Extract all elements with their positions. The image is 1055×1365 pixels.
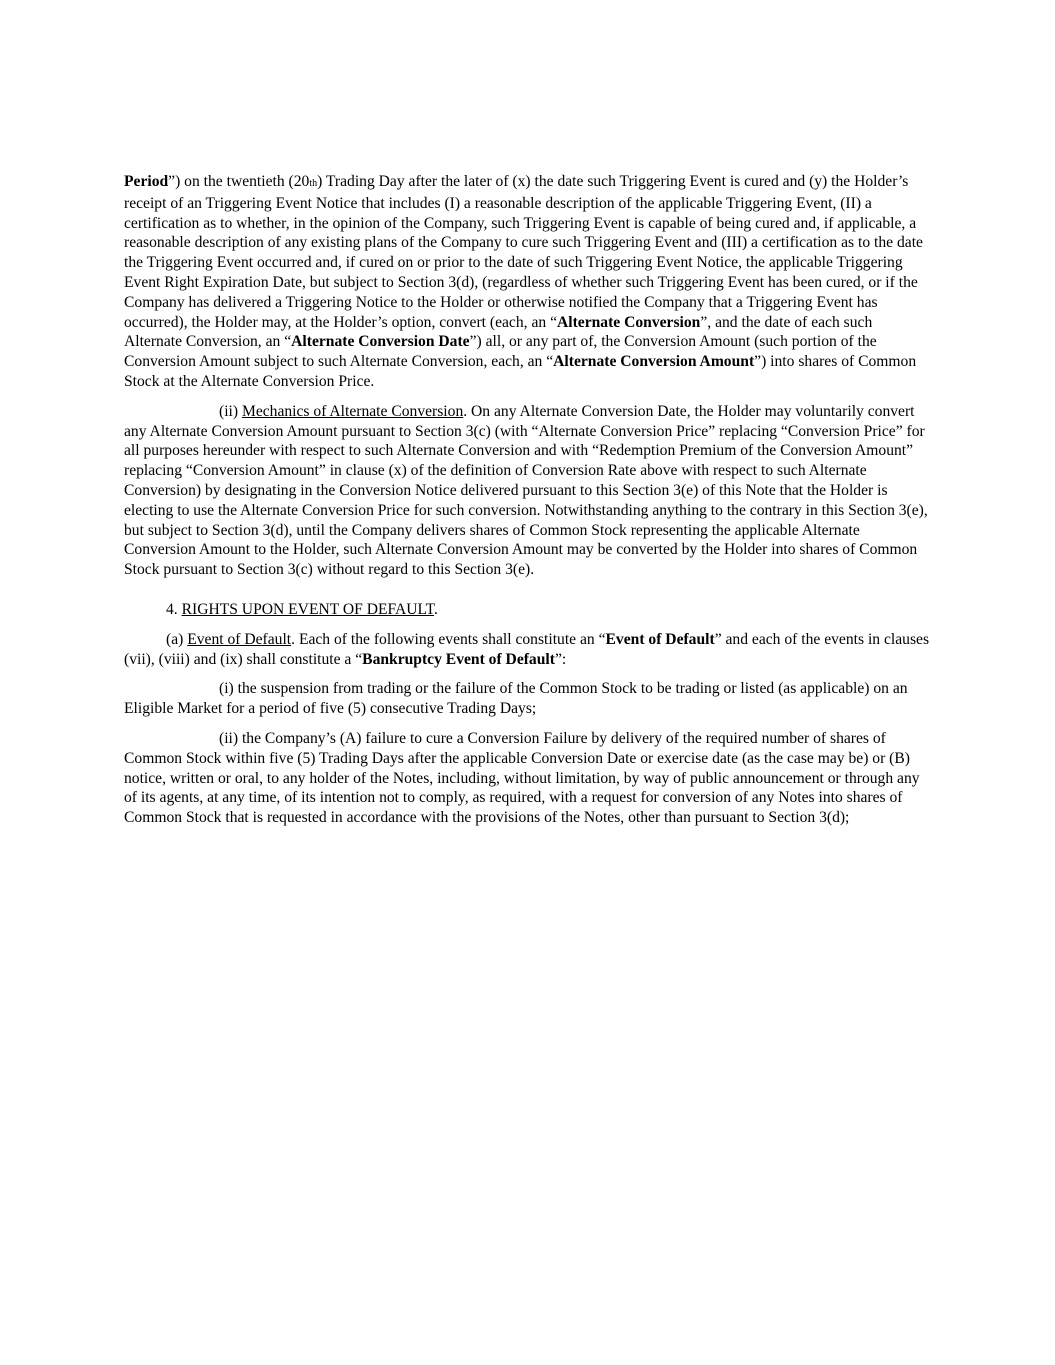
term-alternate-conversion-amount: Alternate Conversion Amount	[553, 353, 755, 371]
heading-mechanics-of-alternate-conversion: Mechanics of Alternate Conversion	[241, 402, 464, 420]
paragraph-event-of-default: (a) Event of Default. Each of the following events shall constitute an “Event of Default” and each of the events in clauses (vii), (viii) and (ix) shall constitute a “Bankruptcy Event of Default”:	[124, 630, 930, 668]
paragraph-mechanics-of-alternate-conversion: (ii) Mechanics of Alternate Conversion. On any Alternate Conversion Date, the Holder may voluntarily convert any Alternate Conversion Amount pursuant to Section 3(c) (with “Alternate Conversion Price” replacing “Conversion Price” for all purposes hereunder with respect to such Alternate Conversion and with “Redemption Premium of the Conversion Amount” replacing “Conversion Amount” in clause (x) of the definition of Conversion Rate above with respect to such Alternate Conversion) by designating in the Conversion Notice delivered pursuant to this Section 3(e) of this Note that the Holder is electing to use the Alternate Conversion Price for such conversion. Notwithstanding anything to the contrary in this Section 3(e), but subject to Section 3(d), until the Company delivers shares of Common Stock representing the applicable Alternate Conversion Amount to the Holder, such Alternate Conversion Amount may be converted by the Holder into shares of Common Stock pursuant to Section 3(c) without regard to this Section 3(e).	[124, 402, 928, 579]
section-heading-rights-upon-event-of-default: 4. RIGHTS UPON EVENT OF DEFAULT.	[166, 600, 438, 618]
heading-rights-upon-event-of-default: RIGHTS UPON EVENT OF DEFAULT	[181, 600, 434, 618]
term-event-of-default: Event of Default	[605, 630, 715, 648]
clause-i-suspension-from-trading: (i) the suspension from trading or the failure of the Common Stock to be trading or listed (as applicable) on an Eligible Market for a period of five (5) consecutive Trading Days;	[124, 680, 908, 718]
paragraph-alternate-conversion-period: Period”) on the twentieth (20th) Trading Day after the later of (x) the date such Triggering Event is cured and (y) the Holder’s receipt of an Triggering Event Notice that includes (I) a reasonable description of the applicable Triggering Event, (II) a certification as to whether, in the opinion of the Company, such Triggering Event is capable of being cured and, if applicable, a reasonable description of any existing plans of the Company to cure such Triggering Event and (III) a certification as to the date the Triggering Event occurred and, if cured on or prior to the date of such Triggering Event Notice, the applicable Triggering Event Right Expiration Date, but subject to Section 3(d), (regardless of whether such Triggering Event has been cured, or if the Company has delivered a Triggering Notice to the Holder or otherwise notified the Company that a Triggering Event has occurred), the Holder may, at the Holder’s option, convert (each, an “Alternate Conversion”, and the date of each such Alternate Conversion, an “Alternate Conversion Date”) all, or any part of, the Conversion Amount (such portion of the Conversion Amount subject to such Alternate Conversion, each, an “Alternate Conversion Amount”) into shares of Common Stock at the Alternate Conversion Price.	[124, 173, 923, 390]
term-bankruptcy-event-of-default: Bankruptcy Event of Default	[362, 650, 555, 668]
term-period: Period	[124, 173, 169, 190]
term-alternate-conversion-date: Alternate Conversion Date	[291, 333, 470, 351]
clause-ii-conversion-failure: (ii) the Company’s (A) failure to cure a Conversion Failure by delivery of the required number of shares of Common Stock within five (5) Trading Days after the applicable Conversion Date or exercise date (as the case may be) or (B) notice, written or oral, to any holder of the Notes, including, without limitation, by way of public announcement or through any of its agents, at any time, of its intention not to comply, as required, with a request for conversion of any Notes into shares of Common Stock that is requested in accordance with the provisions of the Notes, other than pursuant to Section 3(d);	[124, 729, 920, 827]
heading-event-of-default: Event of Default	[187, 630, 292, 648]
ordinal-suffix: th	[309, 178, 318, 189]
term-alternate-conversion: Alternate Conversion	[557, 313, 701, 331]
document-page	[124, 172, 932, 828]
